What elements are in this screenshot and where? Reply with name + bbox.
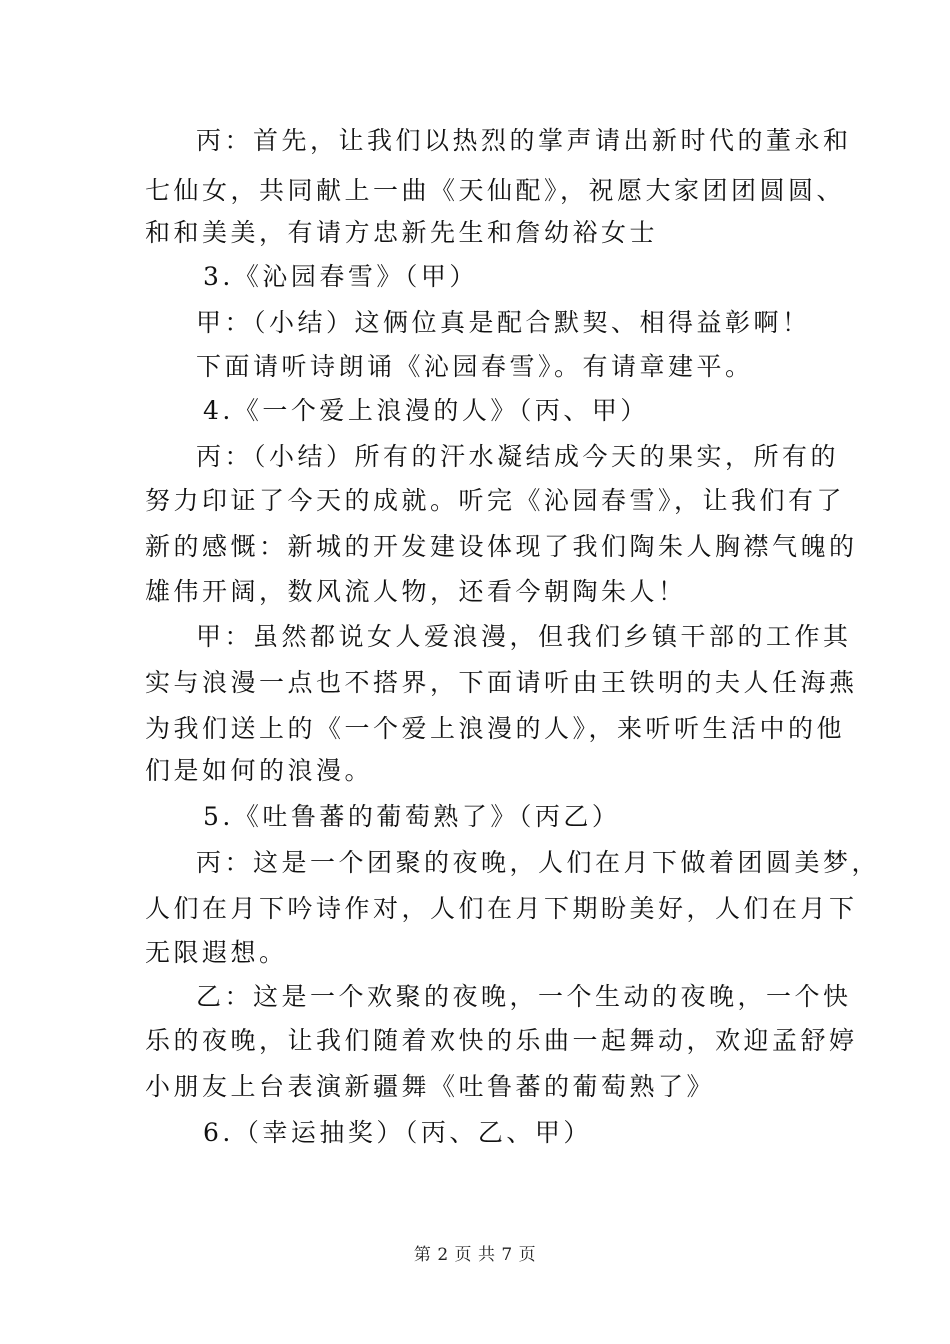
paragraph-line: 乙：这是一个欢聚的夜晚，一个生动的夜晚，一个快: [196, 982, 852, 1011]
paragraph-line: 丙：（小结）所有的汗水凝结成今天的果实，所有的: [196, 442, 840, 471]
paragraph-line: 实与浪漫一点也不搭界，下面请听由王铁明的夫人任海燕: [145, 668, 858, 697]
paragraph-line: 为我们送上的《一个爱上浪漫的人》，来听听生活中的他: [145, 714, 846, 743]
paragraph-line: 乐的夜晚，让我们随着欢快的乐曲一起舞动，欢迎孟舒婷: [145, 1026, 858, 1055]
paragraph-line: 丙：这是一个团聚的夜晚，人们在月下做着团圆美梦，: [196, 848, 881, 877]
paragraph-line: 无限遐想。: [145, 938, 288, 967]
section-heading: 3.《沁园春雪》（甲）: [203, 262, 478, 291]
section-heading: 6.（幸运抽奖）（丙、乙、甲）: [203, 1118, 592, 1147]
paragraph-line: 丙：首先，让我们以热烈的掌声请出新时代的董永和: [196, 126, 852, 155]
paragraph-line: 人们在月下吟诗作对，人们在月下期盼美好，人们在月下: [145, 894, 858, 923]
paragraph-line: 雄伟开阔，数风流人物，还看今朝陶朱人！: [145, 577, 687, 606]
section-heading: 4.《一个爱上浪漫的人》（丙、甲）: [203, 396, 649, 425]
paragraph-line: 小朋友上台表演新疆舞《吐鲁蕃的葡萄熟了》: [145, 1072, 716, 1101]
paragraph-line: 们是如何的浪漫。: [145, 756, 374, 785]
page-number-footer: 第 2 页 共 7 页: [413, 1245, 537, 1265]
paragraph-line: 甲：（小结）这俩位真是配合默契、相得益彰啊！: [196, 308, 811, 337]
paragraph-line: 下面请听诗朗诵《沁园春雪》。有请章建平。: [196, 352, 754, 381]
paragraph-line: 和和美美，有请方忠新先生和詹幼裕女士: [145, 218, 659, 247]
paragraph-line: 新的感慨：新城的开发建设体现了我们陶朱人胸襟气魄的: [145, 532, 858, 561]
section-heading: 5.《吐鲁蕃的葡萄熟了》（丙乙）: [203, 802, 621, 831]
paragraph-line: 七仙女，共同献上一曲《天仙配》，祝愿大家团团圆圆、: [145, 176, 846, 205]
paragraph-line: 甲：虽然都说女人爱浪漫，但我们乡镇干部的工作其: [196, 622, 852, 651]
paragraph-line: 努力印证了今天的成就。听完《沁园春雪》，让我们有了: [145, 486, 846, 515]
